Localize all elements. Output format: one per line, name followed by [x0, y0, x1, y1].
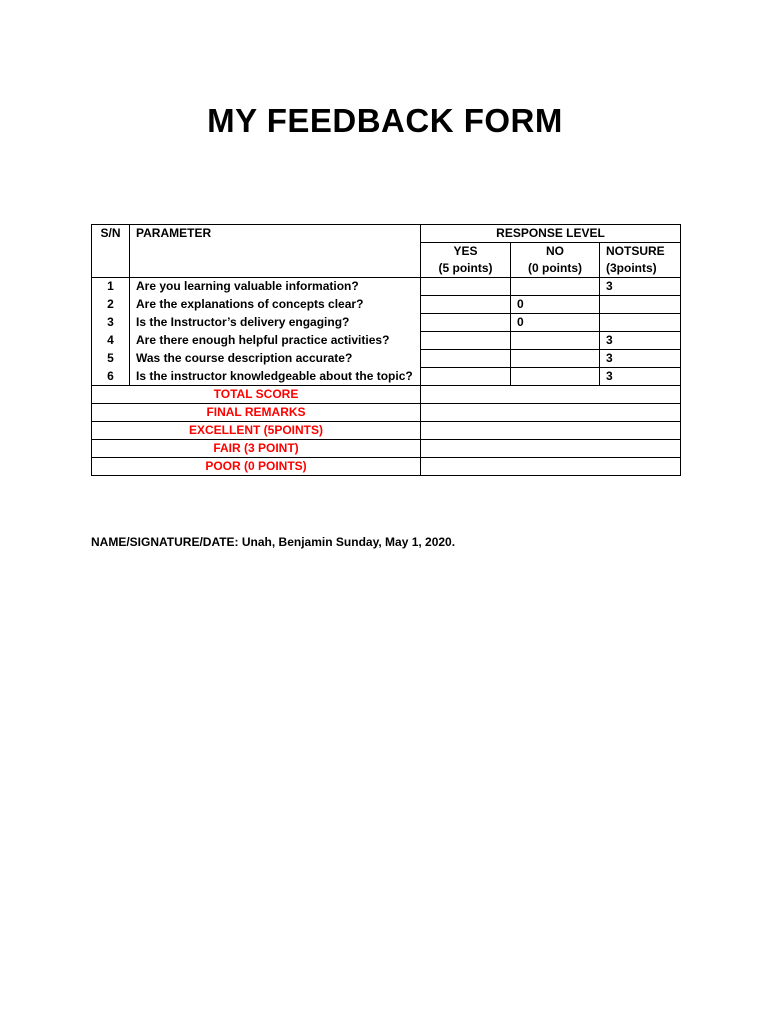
summary-row-total	[92, 386, 681, 404]
poor-label: POOR (0 POINTS)	[92, 458, 421, 476]
fair-label: FAIR (3 POINT)	[92, 440, 421, 458]
row-no	[511, 332, 600, 350]
table-row	[92, 296, 681, 314]
row-no: 0	[511, 296, 600, 314]
header-notsure: NOTSURE	[600, 243, 681, 261]
header-yes-points: (5 points)	[421, 260, 511, 278]
header-parameter: PARAMETER	[130, 225, 421, 243]
header-response-level: RESPONSE LEVEL	[421, 225, 681, 243]
row-yes	[421, 350, 511, 368]
row-sn: 3	[92, 314, 130, 332]
table-row	[92, 368, 681, 386]
row-sn: 5	[92, 350, 130, 368]
header-sn-spacer-2	[92, 260, 130, 278]
signature-line: NAME/SIGNATURE/DATE: Unah, Benjamin Sunday, May 1, 2020.	[91, 535, 456, 549]
feedback-table	[91, 224, 681, 476]
row-no	[511, 368, 600, 386]
table-row	[92, 332, 681, 350]
header-row-3	[92, 260, 681, 278]
header-row-1	[92, 225, 681, 243]
row-parameter: Was the course description accurate?	[130, 350, 421, 368]
summary-row-excellent	[92, 422, 681, 440]
row-notsure: 3	[600, 332, 681, 350]
form-title: MY FEEDBACK FORM	[207, 102, 563, 139]
row-yes	[421, 332, 511, 350]
excellent-value	[421, 422, 681, 440]
row-sn: 2	[92, 296, 130, 314]
header-no: NO	[511, 243, 600, 261]
row-parameter: Is the instructor knowledgeable about the topic?	[130, 368, 421, 386]
row-yes	[421, 278, 511, 296]
row-notsure: 3	[600, 368, 681, 386]
row-yes	[421, 368, 511, 386]
table-row	[92, 350, 681, 368]
row-parameter: Are the explanations of concepts clear?	[130, 296, 421, 314]
row-notsure: 3	[600, 278, 681, 296]
header-parameter-spacer	[130, 243, 421, 261]
row-sn: 4	[92, 332, 130, 350]
row-parameter: Is the Instructor’s delivery engaging?	[130, 314, 421, 332]
header-no-points: (0 points)	[511, 260, 600, 278]
summary-row-poor	[92, 458, 681, 476]
row-no	[511, 278, 600, 296]
header-sn-spacer	[92, 243, 130, 261]
header-parameter-spacer-2	[130, 260, 421, 278]
header-sn: S/N	[92, 225, 130, 243]
total-score-value	[421, 386, 681, 404]
header-yes: YES	[421, 243, 511, 261]
row-no	[511, 350, 600, 368]
fair-value	[421, 440, 681, 458]
summary-row-remarks	[92, 404, 681, 422]
header-notsure-points: (3points)	[600, 260, 681, 278]
header-row-2	[92, 243, 681, 261]
row-yes	[421, 314, 511, 332]
row-notsure	[600, 314, 681, 332]
row-parameter: Are you learning valuable information?	[130, 278, 421, 296]
row-parameter: Are there enough helpful practice activities?	[130, 332, 421, 350]
poor-value	[421, 458, 681, 476]
row-no: 0	[511, 314, 600, 332]
final-remarks-value	[421, 404, 681, 422]
row-sn: 6	[92, 368, 130, 386]
row-sn: 1	[92, 278, 130, 296]
table-row	[92, 278, 681, 296]
final-remarks-label: FINAL REMARKS	[92, 404, 421, 422]
total-score-label: TOTAL SCORE	[92, 386, 421, 404]
row-yes	[421, 296, 511, 314]
row-notsure: 3	[600, 350, 681, 368]
row-notsure	[600, 296, 681, 314]
table-row	[92, 314, 681, 332]
summary-row-fair	[92, 440, 681, 458]
excellent-label: EXCELLENT (5POINTS)	[92, 422, 421, 440]
